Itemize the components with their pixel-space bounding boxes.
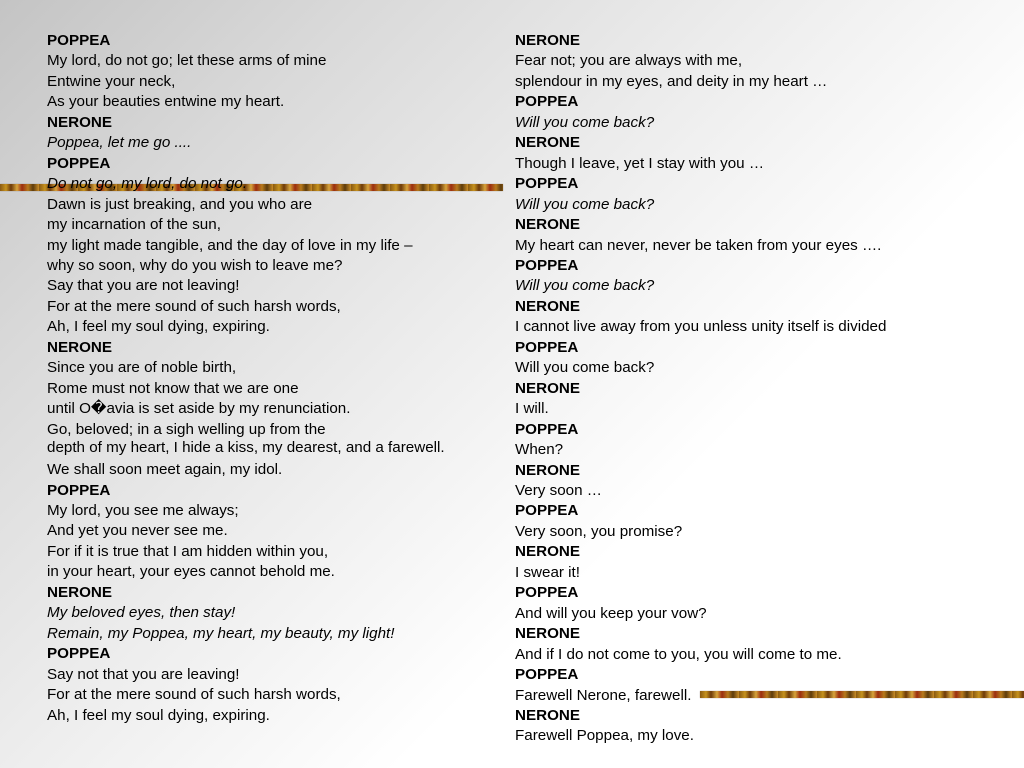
libretto-column-right (515, 31, 1015, 747)
stage-line-italic: My beloved eyes, then stay! (47, 604, 236, 622)
dialogue-line: Though I leave, yet I stay with you … (515, 154, 765, 172)
speaker-name: POPPEA (515, 666, 579, 684)
dialogue-line: depth of my heart, I hide a kiss, my dearest, and a farewell. (47, 439, 445, 457)
speaker-name: POPPEA (47, 645, 111, 663)
dialogue-line: Say not that you are leaving! (47, 665, 240, 683)
speaker-name: POPPEA (515, 338, 579, 356)
dialogue-line: Entwine your neck, (47, 72, 176, 90)
dialogue-line: I swear it! (515, 563, 580, 581)
stage-line-italic: Will you come back? (515, 277, 655, 295)
speaker-name: POPPEA (47, 481, 111, 499)
dialogue-line: Farewell Poppea, my love. (515, 727, 694, 745)
speaker-name: NERONE (515, 379, 580, 397)
dialogue-line: For at the mere sound of such harsh words, (47, 297, 341, 315)
dialogue-line: My heart can never, never be taken from your eyes …. (515, 236, 882, 254)
dialogue-line: My lord, do not go; let these arms of mine (47, 52, 327, 70)
dialogue-line: Ah, I feel my soul dying, expiring. (47, 318, 270, 336)
dialogue-line: As your beauties entwine my heart. (47, 93, 285, 111)
speaker-name: POPPEA (515, 420, 579, 438)
speaker-name: NERONE (515, 32, 580, 49)
speaker-name: NERONE (47, 113, 112, 131)
dialogue-line: Farewell Nerone, farewell. (515, 686, 692, 704)
speaker-name: NERONE (515, 543, 580, 561)
speaker-name: NERONE (515, 706, 580, 724)
dialogue-line: Since you are of noble birth, (47, 359, 237, 377)
stage-line-italic: Will you come back? (515, 195, 655, 213)
dialogue-line: Ah, I feel my soul dying, expiring. (47, 706, 270, 724)
dialogue-line: I will. (515, 400, 549, 418)
dialogue-line: My lord, you see me always; (47, 501, 239, 519)
dialogue-line: Will you come back? (515, 359, 655, 377)
dialogue-line: Very soon, you promise? (515, 522, 683, 540)
dialogue-line: Go, beloved; in a sigh welling up from the (47, 420, 326, 438)
libretto-column-left (47, 31, 462, 726)
dialogue-line: my light made tangible, and the day of love in my life – (47, 236, 413, 254)
speaker-name: NERONE (515, 297, 580, 315)
speaker-name: POPPEA (515, 93, 579, 111)
dialogue-line: my incarnation of the sun, (47, 216, 221, 234)
dialogue-line: Say that you are not leaving! (47, 277, 240, 295)
dialogue-line: And if I do not come to you, you will come to me. (515, 645, 842, 663)
dialogue-line: in your heart, your eyes cannot behold me. (47, 563, 335, 581)
dialogue-line: Rome must not know that we are one (47, 379, 299, 397)
speaker-name: NERONE (515, 216, 580, 234)
dialogue-line: And will you keep your vow? (515, 604, 707, 622)
stage-line-italic: Poppea, let me go .... (47, 134, 192, 152)
dialogue-line: Fear not; you are always with me, (515, 52, 743, 70)
speaker-name: NERONE (515, 461, 580, 479)
speaker-name: POPPEA (515, 502, 579, 520)
dialogue-line: For at the mere sound of such harsh words, (47, 686, 341, 704)
dialogue-line: For if it is true that I am hidden within you, (47, 542, 329, 560)
stage-line-italic: Do not go, my lord, do not go. (47, 175, 248, 193)
speaker-name: POPPEA (515, 256, 579, 274)
speaker-name: POPPEA (515, 175, 579, 193)
dialogue-line: We shall soon meet again, my idol. (47, 461, 283, 479)
stage-line-italic: Will you come back? (515, 113, 655, 131)
speaker-name: NERONE (515, 134, 580, 152)
dialogue-line: When? (515, 441, 564, 459)
dialogue-line: Dawn is just breaking, and you who are (47, 195, 313, 213)
dialogue-line: And yet you never see me. (47, 522, 228, 540)
dialogue-line: Very soon … (515, 481, 602, 499)
speaker-name: POPPEA (515, 584, 579, 602)
dialogue-line: I cannot live away from you unless unity itself is divided (515, 318, 887, 336)
stage-line-italic: Remain, my Poppea, my heart, my beauty, my light! (47, 624, 395, 642)
speaker-name: NERONE (47, 338, 112, 356)
speaker-name: POPPEA (47, 154, 111, 172)
dialogue-line: why so soon, why do you wish to leave me? (47, 256, 343, 274)
speaker-name: NERONE (47, 583, 112, 601)
speaker-name: POPPEA (47, 32, 111, 49)
speaker-name: NERONE (515, 625, 580, 643)
dialogue-line: splendour in my eyes, and deity in my heart … (515, 72, 828, 90)
dialogue-line: until O�avia is set aside by my renunciation. (47, 400, 351, 418)
